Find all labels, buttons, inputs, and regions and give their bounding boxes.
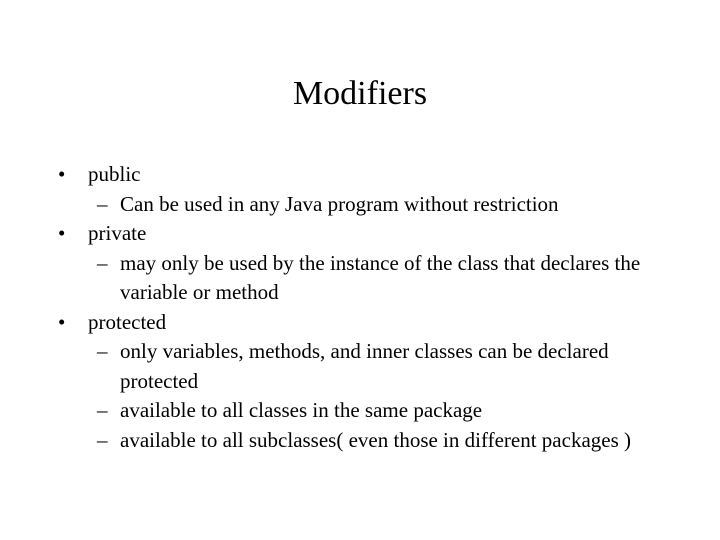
bullet-label: private [88,221,147,245]
dash-marker: – [97,398,108,422]
dash-marker: – [97,191,108,216]
sub-bullet-item [0,249,720,308]
bullet-marker: • [58,162,66,186]
bullet-item-protected [0,308,720,338]
sub-bullet-text: Can be used in any Java program without restriction [120,191,559,216]
sub-bullet-text: available to all classes in the same package [120,398,483,422]
dash-marker: – [97,250,108,275]
bullet-marker: • [58,309,66,334]
bullet-item-private [0,219,720,249]
bullet-label: public [88,162,141,186]
sub-bullet-text: only variables, methods, and inner classes can be declared protected [120,339,609,393]
slide-title: Modifiers [292,75,428,112]
dash-marker: – [97,339,108,363]
sub-bullet-item [0,190,720,220]
bullet-item-public [0,160,720,190]
bullet-label: protected [88,309,167,334]
sub-bullet-item [0,337,720,396]
sub-bullet-item [0,426,720,456]
sub-bullet-item [0,396,720,426]
sub-bullet-text: may only be used by the instance of the class that declares the variable or method [120,250,641,304]
bullet-marker: • [58,221,66,245]
sub-bullet-text: available to all subclasses( even those in different packages ) [120,427,632,452]
dash-marker: – [97,427,108,452]
bullet-list [0,160,720,455]
